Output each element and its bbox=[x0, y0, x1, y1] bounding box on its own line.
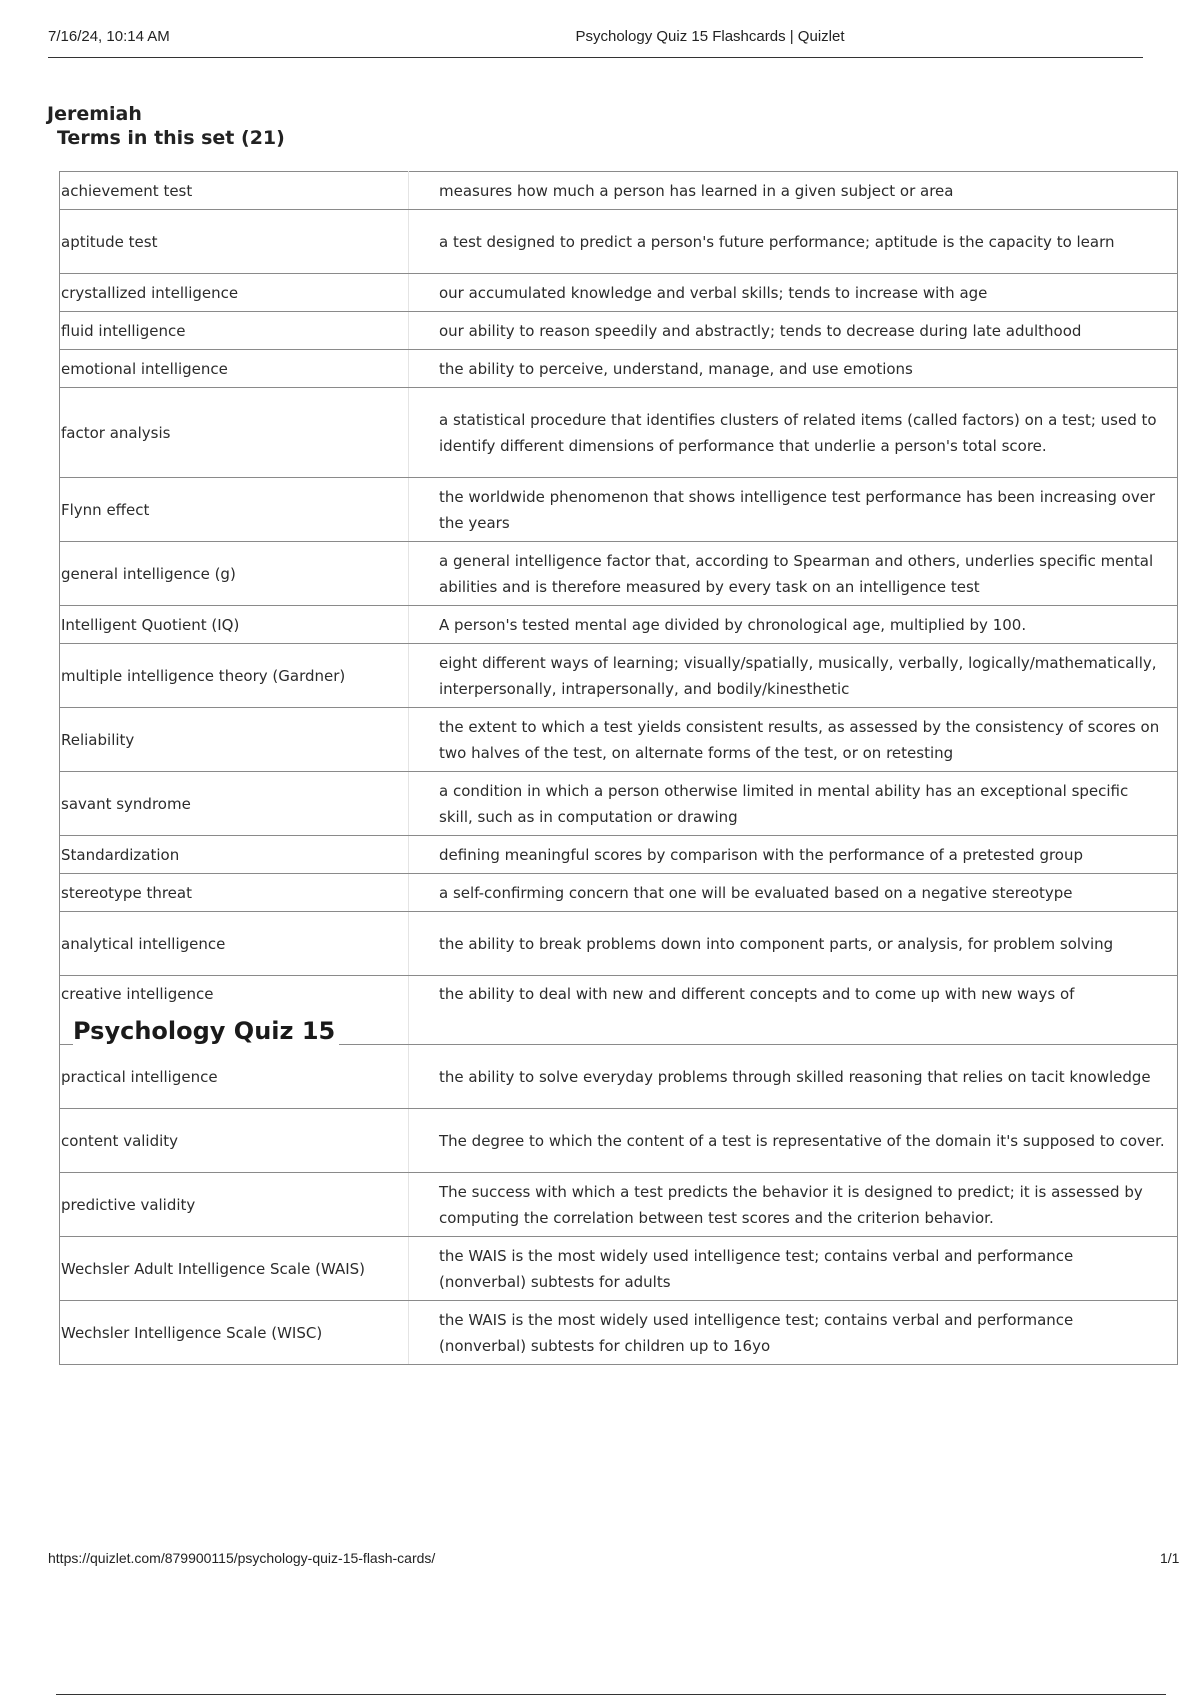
table-row bbox=[60, 1109, 1178, 1173]
term-cell: creative intelligence bbox=[60, 976, 409, 1045]
term-cell: achievement test bbox=[60, 172, 409, 210]
table-row bbox=[60, 312, 1178, 350]
definition-cell: measures how much a person has learned in a given subject or area bbox=[409, 172, 1178, 210]
table-row bbox=[60, 772, 1178, 836]
definition-cell: a general intelligence factor that, according to Spearman and others, underlies specific mental abilities and is therefore measured by every task on an intelligence test bbox=[409, 542, 1178, 606]
term-cell: multiple intelligence theory (Gardner) bbox=[60, 644, 409, 708]
definition-cell: eight different ways of learning; visually/spatially, musically, verbally, logically/mathematically, interpersonally, intrapersonally, and bodily/kinesthetic bbox=[409, 644, 1178, 708]
definition-cell: the worldwide phenomenon that shows intelligence test performance has been increasing over the years bbox=[409, 478, 1178, 542]
header-divider bbox=[48, 57, 1143, 58]
definition-cell: a condition in which a person otherwise limited in mental ability has an exceptional specific skill, such as in computation or drawing bbox=[409, 772, 1178, 836]
table-row bbox=[60, 644, 1178, 708]
table-row bbox=[60, 542, 1178, 606]
table-row bbox=[60, 912, 1178, 976]
table-row bbox=[60, 1301, 1178, 1365]
print-date: 7/16/24, 10:14 AM bbox=[48, 28, 170, 45]
term-cell: crystallized intelligence bbox=[60, 274, 409, 312]
definition-cell: our accumulated knowledge and verbal skills; tends to increase with age bbox=[409, 274, 1178, 312]
definition-cell: the ability to deal with new and different concepts and to come up with new ways of bbox=[409, 976, 1178, 1045]
page-number: 1/1 bbox=[1160, 1550, 1180, 1566]
term-cell: emotional intelligence bbox=[60, 350, 409, 388]
definition-cell: the ability to break problems down into component parts, or analysis, for problem solving bbox=[409, 912, 1178, 976]
term-cell: Wechsler Adult Intelligence Scale (WAIS) bbox=[60, 1237, 409, 1301]
term-cell: content validity bbox=[60, 1109, 409, 1173]
term-cell: savant syndrome bbox=[60, 772, 409, 836]
table-row bbox=[60, 874, 1178, 912]
term-cell: Reliability bbox=[60, 708, 409, 772]
table-row bbox=[60, 274, 1178, 312]
term-cell: predictive validity bbox=[60, 1173, 409, 1237]
definition-cell: the ability to perceive, understand, manage, and use emotions bbox=[409, 350, 1178, 388]
terms-heading: Terms in this set (21) bbox=[57, 127, 285, 149]
term-cell: practical intelligence bbox=[60, 1045, 409, 1109]
term-cell: Intelligent Quotient (IQ) bbox=[60, 606, 409, 644]
term-cell: analytical intelligence bbox=[60, 912, 409, 976]
term-cell: Flynn effect bbox=[60, 478, 409, 542]
page-bottom-divider bbox=[56, 1694, 1166, 1695]
table-row bbox=[60, 172, 1178, 210]
term-cell: stereotype threat bbox=[60, 874, 409, 912]
definition-cell: a test designed to predict a person's future performance; aptitude is the capacity to learn bbox=[409, 210, 1178, 274]
term-cell: general intelligence (g) bbox=[60, 542, 409, 606]
definition-cell: The degree to which the content of a test is representative of the domain it's supposed to cover. bbox=[409, 1109, 1178, 1173]
user-name[interactable]: Jeremiah bbox=[47, 103, 142, 125]
term-cell: factor analysis bbox=[60, 388, 409, 478]
definition-cell: the extent to which a test yields consistent results, as assessed by the consistency of scores on two halves of the test, on alternate forms of the test, or on retesting bbox=[409, 708, 1178, 772]
definition-cell: a statistical procedure that identifies clusters of related items (called factors) on a test; used to identify different dimensions of performance that underlie a person's total score. bbox=[409, 388, 1178, 478]
definition-cell: the WAIS is the most widely used intelligence test; contains verbal and performance (nonverbal) subtests for adults bbox=[409, 1237, 1178, 1301]
table-row bbox=[60, 708, 1178, 772]
definition-cell: the ability to solve everyday problems through skilled reasoning that relies on tacit knowledge bbox=[409, 1045, 1178, 1109]
terms-table bbox=[59, 171, 1178, 1365]
term-cell: Standardization bbox=[60, 836, 409, 874]
definition-cell: defining meaningful scores by comparison with the performance of a pretested group bbox=[409, 836, 1178, 874]
table-row bbox=[60, 478, 1178, 542]
definition-cell: our ability to reason speedily and abstractly; tends to decrease during late adulthood bbox=[409, 312, 1178, 350]
definition-cell: A person's tested mental age divided by chronological age, multiplied by 100. bbox=[409, 606, 1178, 644]
table-row bbox=[60, 210, 1178, 274]
term-cell: Wechsler Intelligence Scale (WISC) bbox=[60, 1301, 409, 1365]
table-row bbox=[60, 606, 1178, 644]
term-cell: fluid intelligence bbox=[60, 312, 409, 350]
page-url[interactable]: https://quizlet.com/879900115/psychology-quiz-15-flash-cards/ bbox=[48, 1550, 436, 1566]
definition-cell: the WAIS is the most widely used intelligence test; contains verbal and performance (nonverbal) subtests for children up to 16yo bbox=[409, 1301, 1178, 1365]
table-row bbox=[60, 1173, 1178, 1237]
table-row bbox=[60, 388, 1178, 478]
table-row bbox=[60, 1045, 1178, 1109]
table-row bbox=[60, 1237, 1178, 1301]
definition-cell: The success with which a test predicts the behavior it is designed to predict; it is assessed by computing the correlation between test scores and the criterion behavior. bbox=[409, 1173, 1178, 1237]
table-row bbox=[60, 836, 1178, 874]
term-cell: aptitude test bbox=[60, 210, 409, 274]
print-page-title: Psychology Quiz 15 Flashcards | Quizlet bbox=[575, 28, 845, 45]
set-title: Psychology Quiz 15 bbox=[73, 1014, 339, 1048]
definition-cell: a self-confirming concern that one will be evaluated based on a negative stereotype bbox=[409, 874, 1178, 912]
table-row bbox=[60, 350, 1178, 388]
